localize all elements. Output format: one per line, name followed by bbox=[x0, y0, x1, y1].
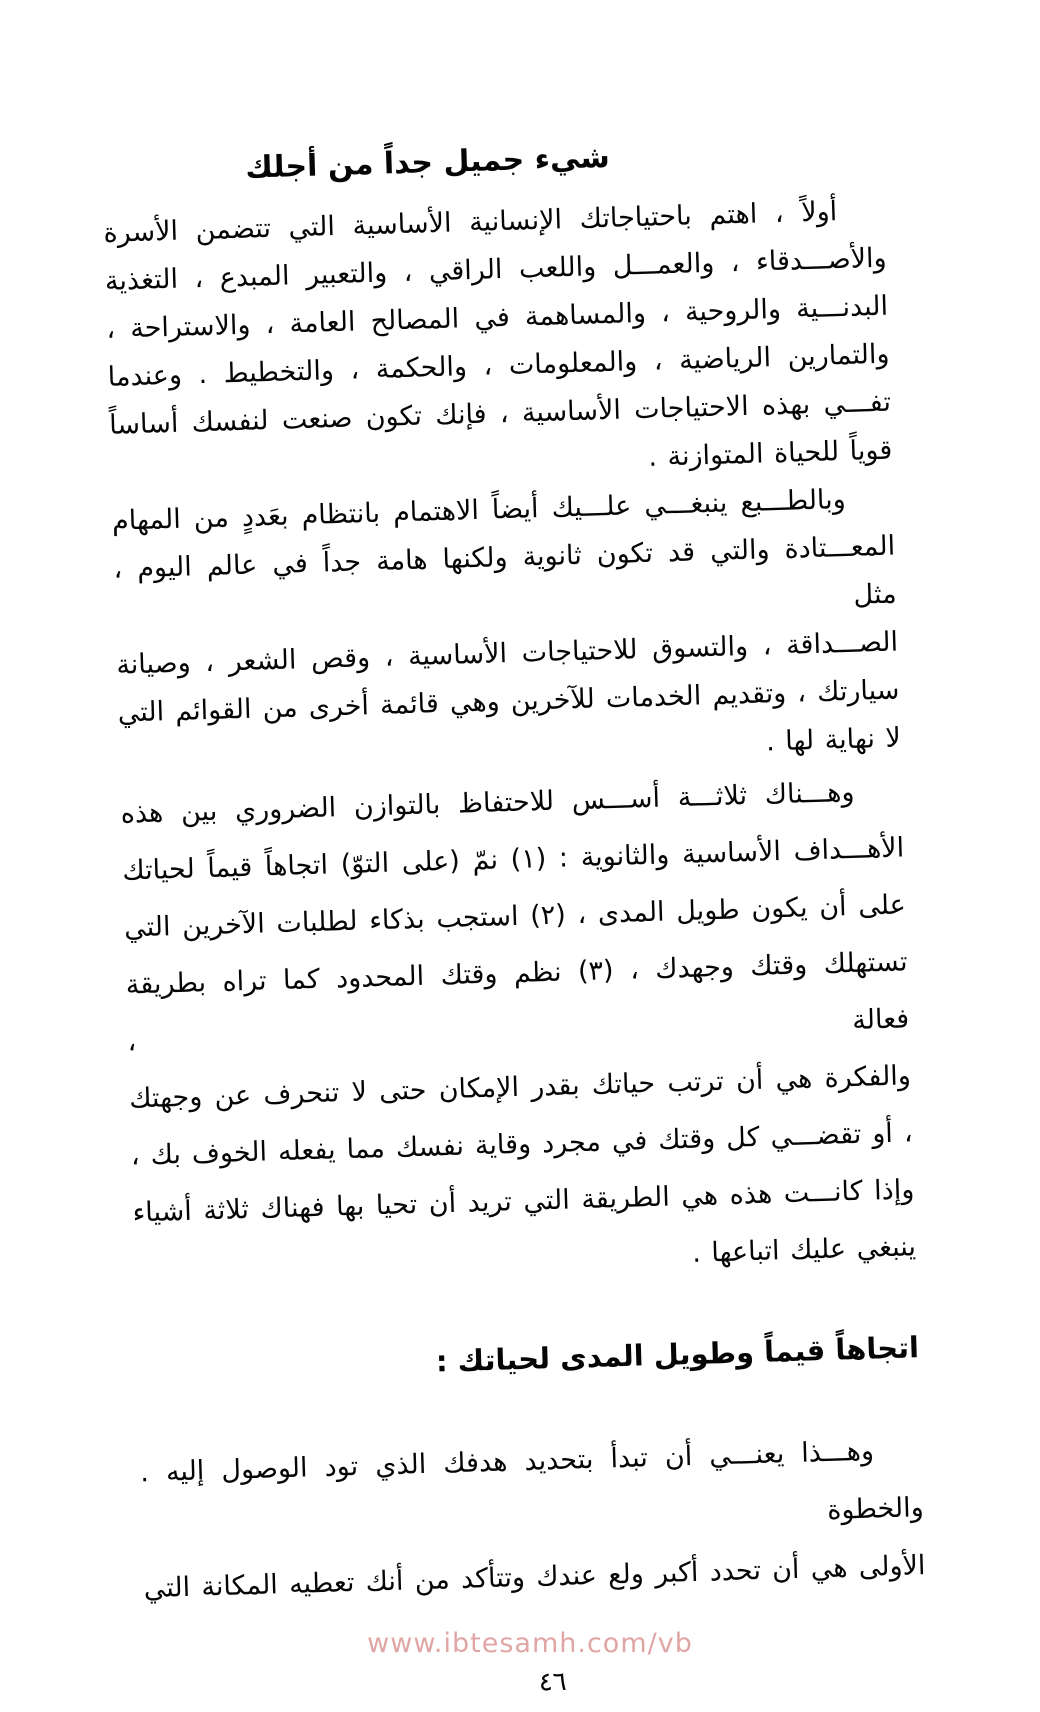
section-heading: اتجاهاً قيماً وطويل المدى لحياتك : bbox=[435, 1330, 920, 1379]
text-line: المعـــتادة والتي قد تكون ثانوية ولكنها هامة جداً في عالم اليوم ، مثل bbox=[113, 530, 898, 611]
scanned-text-block bbox=[101, 127, 929, 1711]
text-line: ، أو تقضـــي كل وقتك في مجرد وقاية نفسك مما يفعله الخوف بك ، bbox=[130, 1117, 913, 1172]
text-line: البدنـــية والروحية ، والمساهمة في المصالح العامة ، والاستراحة ، bbox=[105, 290, 889, 345]
page-number: ٤٦ bbox=[538, 1666, 568, 1698]
text-line: وهـــناك ثلاثـــة أســـس للاحتفاظ بالتوازن الضروري بين هذه bbox=[120, 776, 855, 830]
text-line: أولاً ، اهتم باحتياجاتك الإنسانية الأساسية التي تتضمن الأسرة bbox=[103, 196, 838, 249]
paragraph-secondary-tasks bbox=[111, 475, 901, 786]
text-line: والأصـــدقاء ، والعمـــل واللعب الراقي ، والتعبير المبدع ، التغذية bbox=[104, 242, 888, 297]
text-line: تستهلك وقتك وجهدك ، (٣) نظم وقتك المحدود كما تراه بطريقة فعالة ، bbox=[125, 946, 910, 1058]
text-line: الأهـــداف الأساسية والثانوية : (١) نمّ (على التوّ) اتجاهاً قيماً لحياتك bbox=[121, 832, 905, 887]
watermark-url: www.ibtesamh.com/vb bbox=[367, 1628, 693, 1659]
text-line: لا نهاية لها . bbox=[765, 722, 902, 758]
text-line: قوياً للحياة المتوازنة . bbox=[647, 434, 893, 473]
text-line: وإذا كانـــت هذه هي الطريقة التي تريد أن تحيا بها فهناك ثلاثة أشياء bbox=[132, 1174, 915, 1229]
text-line: ينبغي عليك اتباعها . bbox=[691, 1231, 917, 1269]
text-line: الصـــداقة ، والتسوق للاحتياجات الأساسية ، وقص الشعر ، وصيانة bbox=[115, 626, 899, 681]
paragraph-three-foundations bbox=[120, 762, 917, 1298]
text-line: وبالطـــبع ينبغـــي علـــيك أيضاً الاهتمام بانتظام بعَددٍ من المهام bbox=[111, 484, 847, 537]
text-line: على أن يكون طويل المدى ، (٢) استجب بذكاء لطلبات الآخرين التي bbox=[123, 889, 907, 944]
text-line: تفـــي بهذه الاحتياجات الأساسية ، فإنك تكون صنعت لنفسك أساساً bbox=[108, 386, 892, 441]
text-line: وهـــذا يعنـــي أن تبدأ بتحديد هدفك الذي تود الوصول إليه . والخطوة bbox=[139, 1435, 925, 1526]
text-line: والفكرة هي أن ترتب حياتك بقدر الإمكان حتى لا تنحرف عن وجهتك bbox=[128, 1060, 912, 1115]
text-line: والتمارين الرياضية ، والمعلومات ، والحكمة ، والتخطيط . وعندما bbox=[107, 338, 890, 393]
page-title: شيء جميل جداً من أجلك bbox=[244, 139, 611, 186]
text-line: سيارتك ، وتقديم الخدمات للآخرين وهي قائمة أخرى من القوائم التي bbox=[117, 674, 900, 729]
text-line: الأولى هي أن تحدد أكبر ولع عندك وتتأكد من أنك تعطيه المكانة التي bbox=[143, 1550, 926, 1605]
paragraph-basic-needs bbox=[103, 187, 893, 498]
paragraph-define-goal bbox=[139, 1421, 926, 1618]
